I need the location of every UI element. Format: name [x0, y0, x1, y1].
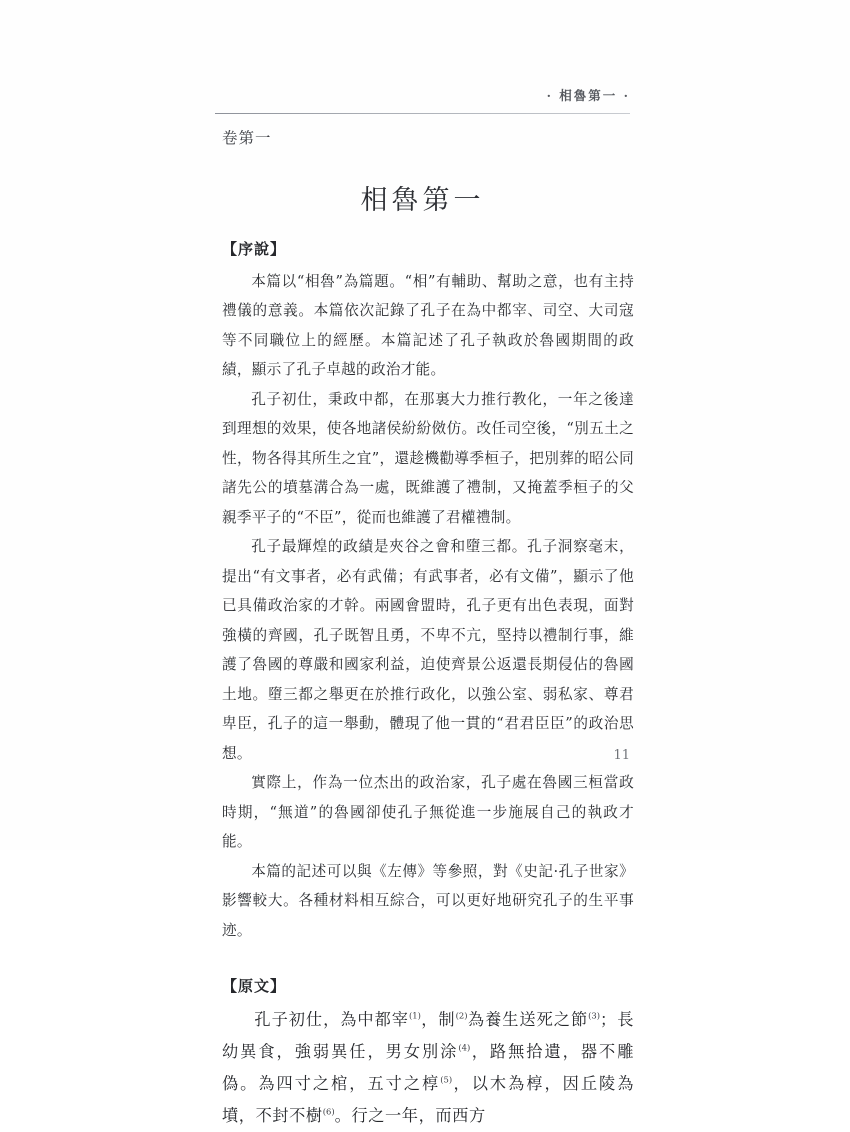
footnote-marker: (2)	[455, 1010, 468, 1021]
preface-heading: 【序說】	[222, 240, 287, 258]
preface-paragraph: 孔子最輝煌的政績是夾谷之會和墮三都。孔子洞察毫末，提出“有文事者，必有武備；有武事者，必有文備”，顯示了他已具備政治家的才幹。兩國會盟時，孔子更有出色表現，面對強橫的齊國，孔子既智且勇，不卑不亢，堅持以禮制行事，維護了魯國的尊嚴和國家利益，迫使齊景公返還長期侵佔的魯國土地。墮三都之舉更在於推行政化，以強公室、弱私家、尊君卑臣，孔子的這一舉動，體現了他一貫的“君君臣臣”的政治思想。	[222, 538, 634, 762]
original-text-body: 孔子初仕，為中都宰$^{(1)}$，制$^{(2)}$為養生送死之節$^{(3)}$；長幼異食，強弱異任，男女別涂$^{(4)}$，路無拾遺，器不雕偽。為四寸之棺，五寸之椁$^{(5)}$，以木為椁，因丘陵為墳，不封不樹$^{(6)}$。行之一年，而西方	[222, 1009, 635, 1125]
volume-label: 卷第一	[222, 129, 272, 147]
page-title: 相魯第一	[360, 185, 485, 216]
text-column	[222, 238, 634, 1132]
header-rule	[215, 113, 630, 114]
page-number: 11	[613, 748, 630, 763]
footnote-marker: (3)	[588, 1010, 601, 1021]
footnote-marker: (5)	[440, 1074, 453, 1085]
footnote-marker: (4)	[458, 1042, 471, 1053]
running-header: · 相魯第一 ·	[546, 88, 630, 103]
preface-paragraph: 本篇的記述可以與《左傳》等參照，對《史記·孔子世家》影響較大。各種材料相互綜合，可以更好地研究孔子的生平事迹。	[222, 862, 634, 939]
footnote-marker: (1)	[408, 1010, 421, 1021]
preface-paragraph: 孔子初仕，秉政中都，在那裏大力推行教化，一年之後達到理想的效果，使各地諸侯紛紛傚仿。改任司空後，“別五土之性，物各得其所生之宜”，還趁機勸導季桓子，把別葬的昭公同諸先公的墳墓溝合為一處，既維護了禮制，又掩蓋季桓子的父親季平子的“不臣”，從而也維護了君權禮制。	[222, 390, 634, 526]
footnote-marker: (6)	[322, 1106, 335, 1117]
preface-paragraph: 實際上，作為一位杰出的政治家，孔子處在魯國三桓當政時期，“無道”的魯國卻使孔子無從進一步施展自己的執政才能。	[222, 774, 634, 850]
preface-paragraph: 本篇以“相魯”為篇題。“相”有輔助、幫助之意，也有主持禮儀的意義。本篇依次記錄了孔子在為中都宰、司空、大司寇等不同職位上的經歷。本篇記述了孔子執政於魯國期間的政績，顯示了孔子卓越的政治才能。	[222, 272, 634, 378]
original-text-heading: 【原文】	[222, 977, 287, 995]
